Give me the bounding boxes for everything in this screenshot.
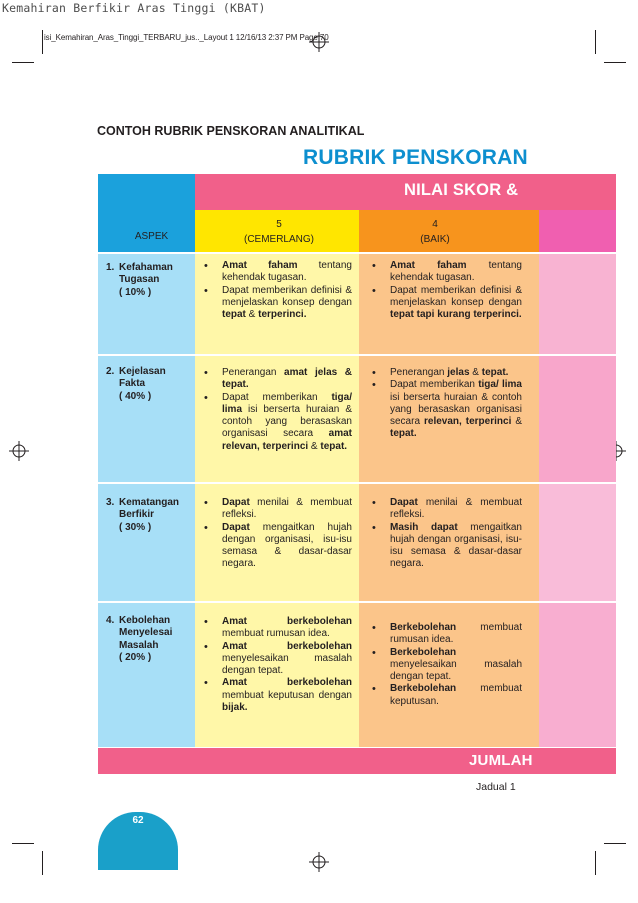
score5-label: (CEMERLANG)	[243, 234, 314, 245]
criterion-item	[372, 683, 522, 708]
criterion-item	[204, 392, 352, 453]
criterion-text: isi berserta huraian & contoh yang berasaskan organisasi secara	[222, 403, 352, 440]
criterion-item	[204, 497, 352, 522]
criteria-row-1-score5	[204, 260, 352, 321]
criterion-item	[204, 641, 352, 678]
criterion-emphasis: Dapat	[222, 497, 250, 508]
criterion-emphasis: tepat.	[390, 428, 417, 440]
criterion-text: menilai & membuat refleksi.	[222, 497, 352, 521]
score4-number: 4	[432, 219, 438, 230]
criterion-emphasis: tepat.	[481, 367, 509, 378]
criterion-emphasis: Masih dapat	[390, 521, 458, 533]
crop-mark	[595, 851, 596, 875]
criteria-row-1-score4	[372, 260, 522, 321]
criterion-text: menyelesaikan masalah dengan tepat.	[222, 652, 352, 677]
criterion-emphasis: bijak.	[222, 702, 248, 714]
criterion-emphasis: tepat	[222, 309, 246, 321]
aspect-number: 3.	[106, 497, 115, 508]
section-title: CONTOH RUBRIK PENSKORAN ANALITIKAL	[97, 124, 365, 138]
row-4-extra-bg	[539, 603, 616, 747]
row-2-extra-bg	[539, 356, 616, 482]
criterion-emphasis: Dapat	[390, 497, 418, 508]
score4-label: (BAIK)	[420, 234, 450, 245]
aspect-number: 2.	[106, 366, 115, 377]
criteria-row-2-score4	[372, 367, 522, 441]
aspect-row-1	[106, 262, 194, 302]
criterion-item	[204, 367, 352, 392]
criterion-item	[204, 260, 352, 285]
criterion-text: &	[511, 416, 523, 428]
criterion-item	[204, 677, 352, 714]
criterion-emphasis: jelas	[447, 367, 470, 378]
aspect-row-2	[106, 366, 194, 406]
aspect-label: Kefahaman Tugasan ( 10% )	[119, 262, 173, 298]
aspect-row-3	[106, 497, 194, 537]
criterion-text: &	[245, 309, 259, 321]
criterion-emphasis: tiga/ lima	[478, 379, 522, 391]
criterion-text: menilai & membuat refleksi.	[390, 497, 522, 521]
criteria-row-2-score5	[204, 367, 352, 453]
criteria-row-4-score5	[204, 616, 352, 714]
score5-number: 5	[276, 219, 282, 230]
criterion-emphasis: relevan, terperinci	[424, 416, 512, 428]
criterion-item	[372, 522, 522, 571]
criterion-item	[204, 616, 352, 641]
table-caption: Jadual 1	[476, 781, 516, 793]
crop-mark	[12, 843, 34, 844]
criterion-text: Penerangan	[222, 367, 285, 378]
criterion-text: Dapat memberikan	[390, 379, 479, 391]
criterion-emphasis: Berkebolehan	[390, 683, 457, 695]
criterion-text: isi berserta huraian & contoh yang berasaskan organisasi secara	[390, 391, 522, 428]
criterion-emphasis: tiga/ lima	[222, 391, 352, 415]
criterion-emphasis: terperinci.	[258, 309, 307, 321]
criteria-row-3-score4	[372, 497, 522, 571]
aspect-label: Kematangan Berfikir ( 30% )	[119, 497, 180, 533]
criterion-emphasis: amat relevan, terperinci	[222, 428, 352, 452]
criterion-item	[372, 497, 522, 522]
page-header-caption: Kemahiran Berfikir Aras Tinggi (KBAT)	[2, 1, 266, 15]
criterion-text: &	[308, 440, 321, 452]
row-1-extra-bg	[539, 254, 616, 354]
criterion-text	[337, 367, 345, 378]
criterion-emphasis: Berkebolehan	[390, 646, 457, 658]
aspect-row-4	[106, 615, 194, 667]
rubric-title: RUBRIK PENSKORAN	[303, 146, 528, 169]
aspect-label: Kebolehan Menyelesai Masalah ( 20% )	[119, 615, 173, 663]
criterion-text: Penerangan	[390, 367, 448, 378]
criterion-text: membuat keputusan.	[390, 683, 522, 707]
criterion-text: membuat keputusan dengan	[222, 689, 352, 701]
criterion-item	[372, 379, 522, 440]
criterion-text: tentang kehendak tugasan.	[222, 260, 352, 284]
criterion-emphasis: Berkebolehan	[390, 622, 457, 633]
criterion-emphasis: Amat berkebolehan	[222, 640, 352, 652]
aspect-number: 4.	[106, 615, 115, 626]
criterion-item	[372, 647, 522, 684]
criterion-item	[372, 622, 522, 647]
criterion-text: mengaitkan hujah dengan organisasi, isu-isu semasa & dasar-dasar negara.	[222, 521, 352, 570]
criterion-item	[372, 367, 522, 379]
page-number: 62	[132, 815, 144, 826]
criterion-text: membuat rumusan idea.	[390, 622, 522, 646]
crop-mark	[42, 851, 43, 875]
criterion-text: Dapat memberikan definisi & menjelaskan konsep dengan	[390, 284, 522, 308]
crop-mark	[12, 62, 34, 63]
crop-mark	[595, 30, 596, 54]
criterion-item	[204, 522, 352, 571]
score-band-label: NILAI SKOR &	[404, 181, 519, 199]
row-3-extra-bg	[539, 484, 616, 601]
criterion-item	[204, 285, 352, 322]
criterion-emphasis: Amat faham	[390, 260, 467, 271]
criterion-emphasis: & tepat.	[222, 367, 352, 391]
aspect-number: 1.	[106, 262, 115, 273]
criterion-emphasis: Amat faham	[222, 260, 298, 271]
criterion-emphasis: Dapat	[222, 521, 250, 533]
criterion-text: Dapat memberikan	[222, 391, 332, 403]
total-band	[98, 748, 616, 774]
criterion-emphasis: Amat berkebolehan	[222, 677, 352, 689]
file-slug: isi_Kemahiran_Aras_Tinggi_TERBARU_jus.._Layout 1 12/16/13 2:37 PM Page 70	[44, 33, 329, 42]
extra-header-cell	[539, 210, 616, 252]
criterion-emphasis: amat jelas	[284, 367, 338, 378]
criterion-item	[372, 285, 522, 322]
criterion-text: menyelesaikan masalah dengan tepat.	[390, 658, 522, 683]
crop-mark	[42, 30, 43, 54]
aspect-header: ASPEK	[134, 231, 169, 242]
criteria-row-3-score5	[204, 497, 352, 571]
criterion-emphasis: tepat.	[320, 440, 348, 452]
criterion-emphasis: tepat tapi kurang terperinci.	[390, 309, 522, 321]
crop-mark	[604, 62, 626, 63]
aspect-label: Kejelasan Fakta ( 40% )	[119, 366, 166, 402]
criterion-emphasis: Amat berkebolehan	[222, 616, 352, 627]
criterion-text: membuat rumusan idea.	[222, 628, 330, 640]
criterion-text: Dapat memberikan definisi & menjelaskan konsep dengan	[222, 284, 352, 308]
criteria-row-4-score4	[372, 622, 522, 708]
total-label: JUMLAH	[469, 752, 533, 769]
registration-mark-icon	[309, 852, 329, 872]
criterion-text: &	[469, 367, 482, 378]
criterion-text: mengaitkan hujah dengan organisasi, isu-isu semasa & dasar-dasar negara.	[390, 521, 522, 570]
criterion-item	[372, 260, 522, 285]
registration-mark-icon	[9, 441, 29, 461]
criterion-text: tentang kehendak tugasan.	[390, 260, 522, 284]
crop-mark	[604, 843, 626, 844]
